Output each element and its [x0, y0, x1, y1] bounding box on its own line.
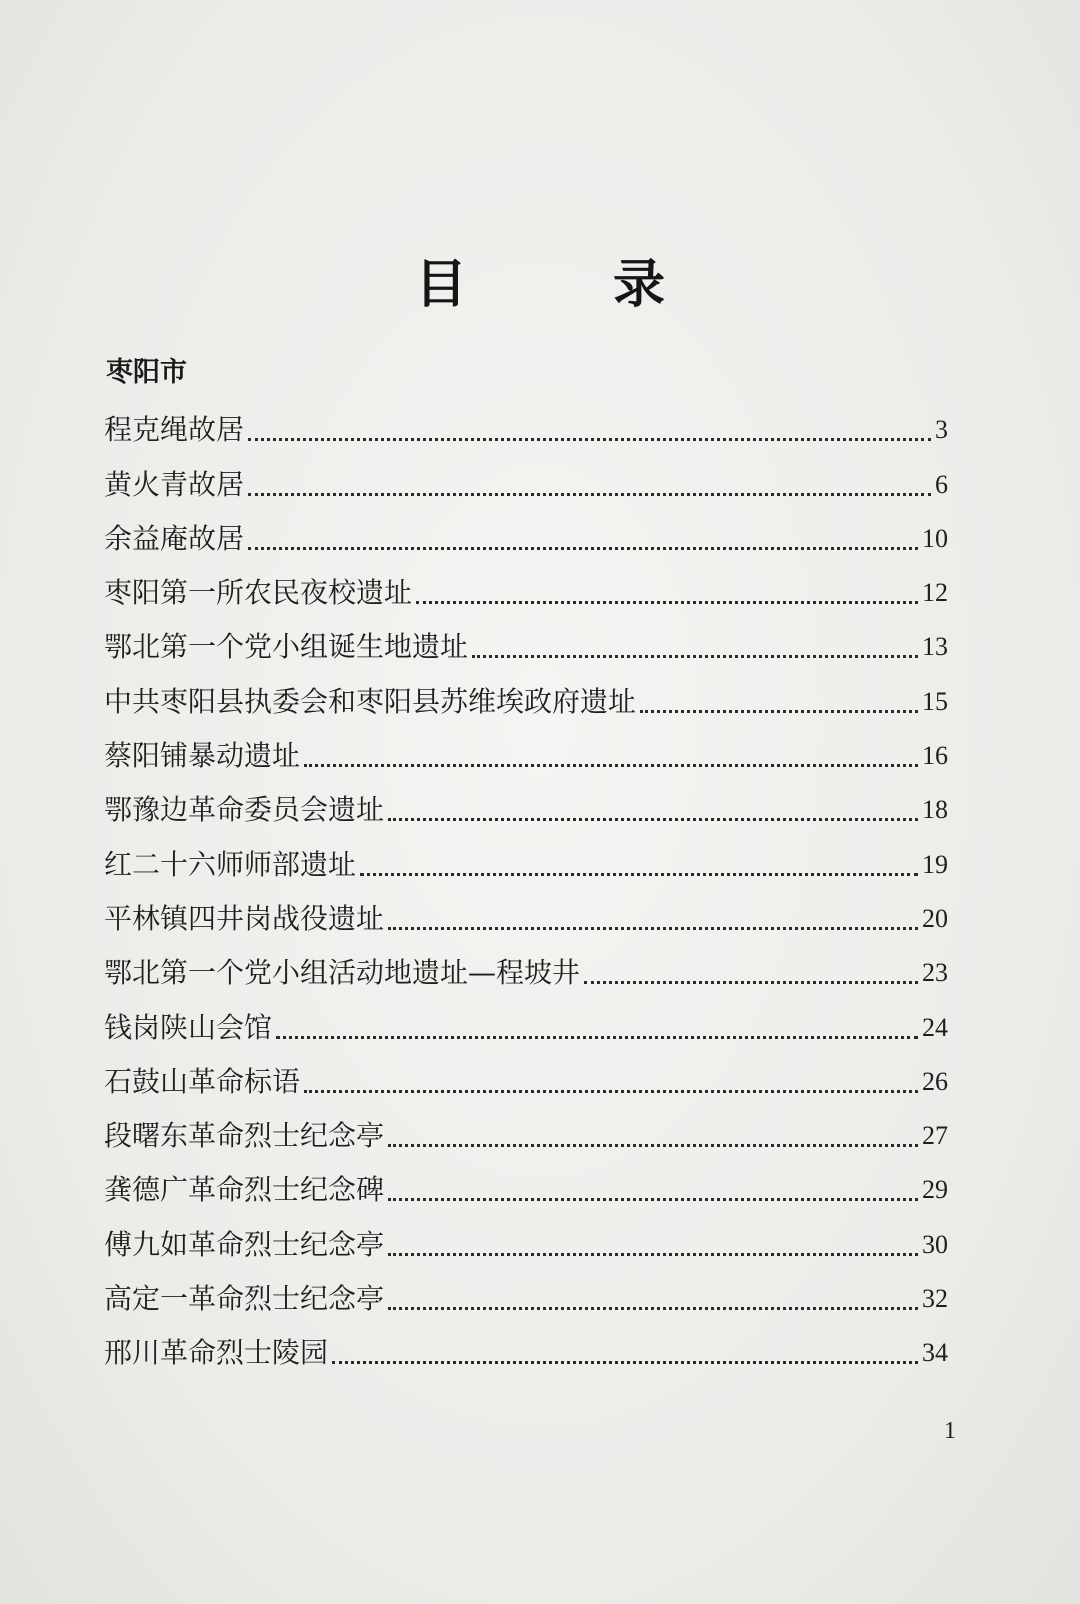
entry-title: 傅九如革命烈士纪念亭 — [104, 1227, 385, 1261]
entry-title: 枣阳第一所农民夜校遗址 — [104, 576, 413, 610]
page-title: 目 录 — [414, 254, 730, 315]
dot-leader — [388, 927, 918, 930]
toc-entry — [104, 505, 948, 559]
toc-entry — [104, 1102, 948, 1156]
dot-leader — [388, 1198, 918, 1201]
entry-page-number: 26 — [922, 1066, 948, 1096]
table-of-contents — [104, 396, 948, 1373]
toc-entry — [104, 667, 948, 721]
entry-title: 蔡阳铺暴动遗址 — [104, 739, 301, 773]
entry-page-number: 24 — [922, 1012, 948, 1042]
entry-title: 中共枣阳县执委会和枣阳县苏维埃政府遗址 — [104, 684, 637, 718]
entry-page-number: 3 — [935, 415, 948, 445]
entry-title: 余益庵故居 — [104, 521, 245, 555]
page-number: 1 — [944, 1418, 956, 1444]
toc-entry — [104, 559, 948, 613]
entry-title: 高定一革命烈士纪念亭 — [104, 1282, 385, 1316]
toc-entry — [104, 1156, 948, 1210]
dot-leader — [304, 1090, 918, 1093]
toc-entry — [104, 993, 948, 1047]
dot-leader — [472, 655, 918, 658]
dot-leader — [416, 601, 918, 604]
entry-title: 龚德广革命烈士纪念碑 — [104, 1173, 385, 1207]
entry-page-number: 29 — [922, 1175, 948, 1205]
entry-page-number: 34 — [922, 1338, 948, 1368]
toc-entry — [104, 1265, 948, 1319]
entry-title: 鄂北第一个党小组诞生地遗址 — [104, 630, 469, 664]
dot-leader — [332, 1361, 918, 1364]
entry-title: 石鼓山革命标语 — [104, 1064, 301, 1098]
entry-title: 段曙东革命烈士纪念亭 — [104, 1119, 385, 1153]
toc-entry — [104, 830, 948, 884]
entry-title: 红二十六师师部遗址 — [104, 847, 357, 881]
toc-entry — [104, 450, 948, 504]
toc-entry — [104, 939, 948, 993]
entry-title: 钱岗陕山会馆 — [104, 1010, 273, 1044]
entry-page-number: 18 — [922, 795, 948, 825]
entry-title: 程克绳故居 — [104, 413, 245, 447]
section-heading: 枣阳市 — [106, 357, 187, 388]
entry-page-number: 20 — [922, 903, 948, 933]
entry-page-number: 27 — [922, 1121, 948, 1151]
entry-title: 鄂豫边革命委员会遗址 — [104, 793, 385, 827]
dot-leader — [248, 547, 918, 550]
dot-leader — [388, 818, 918, 821]
entry-page-number: 15 — [922, 686, 948, 716]
dot-leader — [248, 438, 931, 441]
entry-page-number: 16 — [922, 741, 948, 771]
entry-page-number: 13 — [922, 632, 948, 662]
toc-entry — [104, 1210, 948, 1264]
dot-leader — [388, 1253, 918, 1256]
dot-leader — [248, 493, 931, 496]
entry-page-number: 32 — [922, 1284, 948, 1314]
entry-title: 邢川革命烈士陵园 — [104, 1336, 329, 1370]
entry-title: 平林镇四井岗战役遗址 — [104, 901, 385, 935]
toc-entry — [104, 396, 948, 450]
toc-entry — [104, 1048, 948, 1102]
dot-leader — [640, 710, 918, 713]
toc-entry — [104, 722, 948, 776]
entry-title: 鄂北第一个党小组活动地遗址—程坡井 — [104, 956, 581, 990]
entry-page-number: 10 — [922, 523, 948, 553]
dot-leader — [388, 1307, 918, 1310]
entry-page-number: 12 — [922, 578, 948, 608]
toc-entry — [104, 1319, 948, 1373]
dot-leader — [584, 981, 918, 984]
entry-title: 黄火青故居 — [104, 467, 245, 501]
toc-entry — [104, 613, 948, 667]
entry-page-number: 6 — [935, 469, 948, 499]
entry-page-number: 23 — [922, 958, 948, 988]
dot-leader — [360, 873, 918, 876]
entry-page-number: 19 — [922, 849, 948, 879]
dot-leader — [276, 1036, 918, 1039]
toc-entry — [104, 885, 948, 939]
dot-leader — [304, 764, 918, 767]
dot-leader — [388, 1144, 918, 1147]
toc-entry — [104, 776, 948, 830]
entry-page-number: 30 — [922, 1229, 948, 1259]
